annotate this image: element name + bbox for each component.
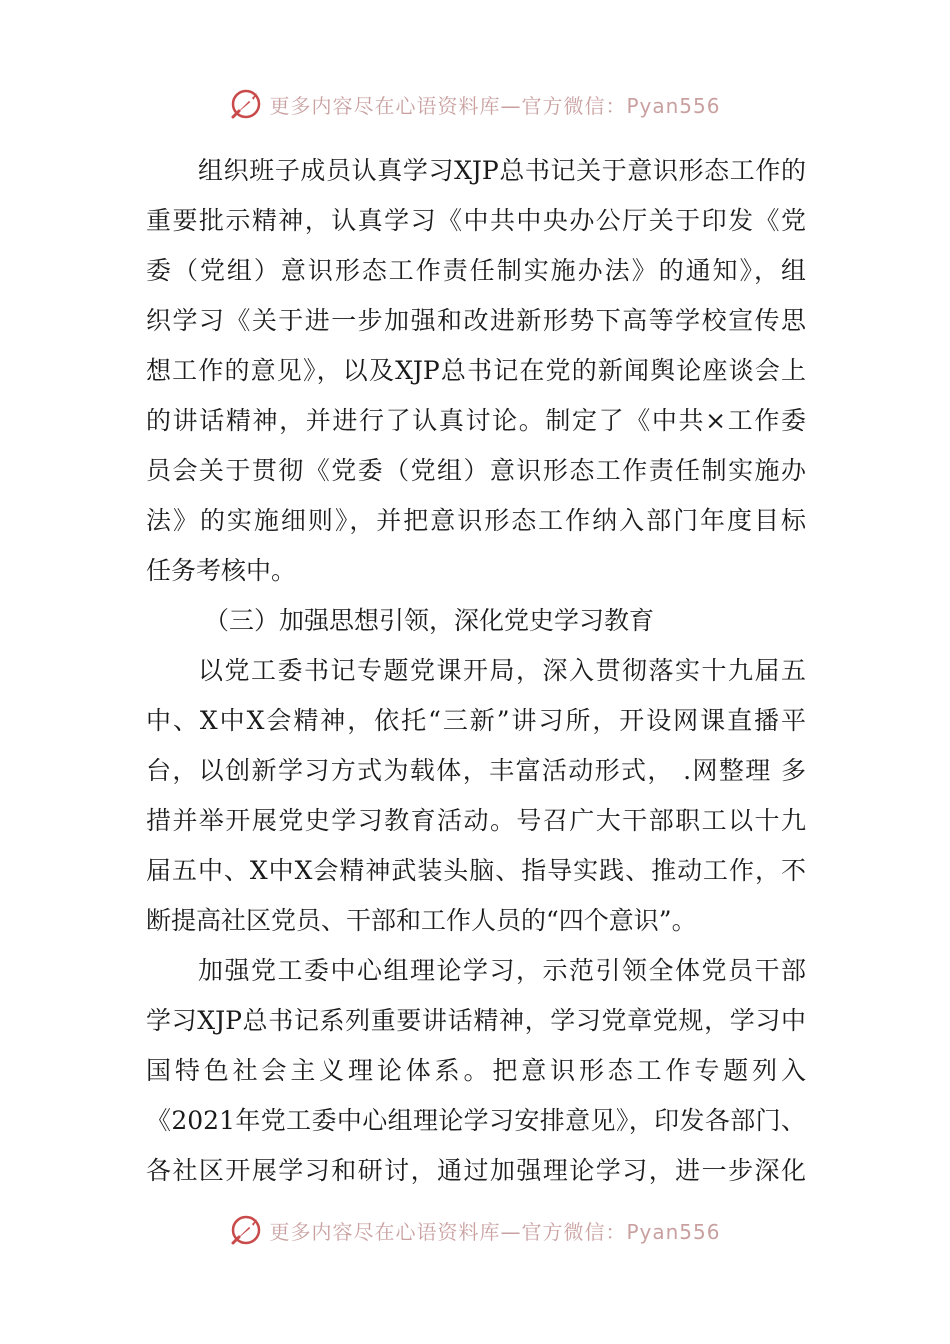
paragraph-line: 各社区开展学习和研讨，通过加强理论学习，进一步深化	[146, 1156, 806, 1185]
paragraph-line: 委（党组）意识形态工作责任制实施办法》的通知》，组	[146, 256, 806, 285]
paragraph-line: 组织班子成员认真学习XJP总书记关于意识形态工作的	[198, 156, 806, 185]
paragraph-line: 任务考核中。	[146, 556, 297, 585]
pen-circle-logo-icon	[229, 87, 263, 121]
paragraph-line: 中、X中X会精神，依托“三新”讲习所，开设网课直播平	[146, 706, 806, 735]
paragraph-line: 法》的实施细则》，并把意识形态工作纳入部门年度目标	[146, 506, 806, 535]
watermark-text: 更多内容尽在心语资料库—官方微信：Pyan556	[269, 93, 721, 118]
paragraph-line: 措并举开展党史学习教育活动。号召广大干部职工以十九	[146, 806, 806, 835]
paragraph-line: 织学习《关于进一步加强和改进新形势下高等学校宣传思	[146, 306, 806, 335]
paragraph-line: 重要批示精神，认真学习《中共中央办公厅关于印发《党	[146, 206, 806, 235]
paragraph-line: 国特色社会主义理论体系。把意识形态工作专题列入	[146, 1056, 806, 1085]
paragraph-line: 届五中、X中X会精神武装头脑、指导实践、推动工作，不	[146, 856, 806, 885]
paragraph-line: 学习XJP总书记系列重要讲话精神，学习党章党规，学习中	[146, 1006, 806, 1035]
paragraph-line: 断提高社区党员、干部和工作人员的“四个意识”。	[146, 906, 697, 935]
paragraph-line: 以党工委书记专题党课开局，深入贯彻落实十九届五	[198, 656, 806, 685]
paragraph-line: 的讲话精神，并进行了认真讨论。制定了《中共×工作委	[146, 406, 806, 435]
header-watermark	[0, 84, 950, 124]
watermark-text: 更多内容尽在心语资料库—官方微信：Pyan556	[269, 1219, 721, 1244]
paragraph-line: 《2021年党工委中心组理论学习安排意见》，印发各部门、	[146, 1106, 806, 1135]
paragraph-line: 加强党工委中心组理论学习，示范引领全体党员干部	[198, 956, 806, 985]
paragraph-line: 台，以创新学习方式为载体，丰富活动形式， .网整理 多	[146, 756, 806, 785]
footer-watermark	[0, 1210, 950, 1250]
document-body	[146, 146, 806, 1196]
pen-circle-logo-icon	[229, 1213, 263, 1247]
paragraph-line: 想工作的意见》，以及XJP总书记在党的新闻舆论座谈会上	[146, 356, 806, 385]
section-heading: （三）加强思想引领，深化党史学习教育	[204, 606, 655, 635]
paragraph-line: 员会关于贯彻《党委（党组）意识形态工作责任制实施办	[146, 456, 806, 485]
